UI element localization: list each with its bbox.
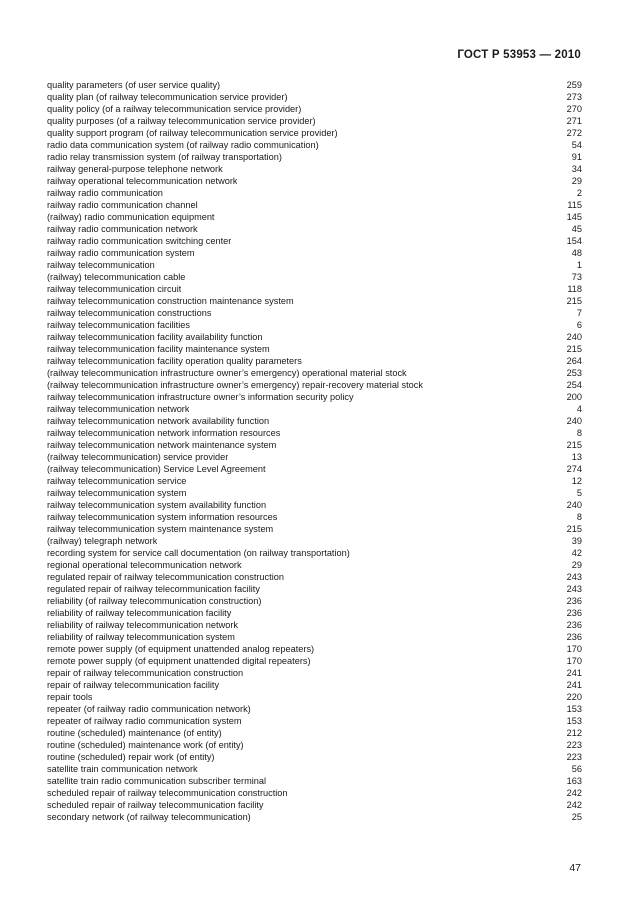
index-entry: [47, 247, 582, 259]
index-entry: [47, 763, 582, 775]
index-page-ref: 273: [566, 92, 582, 102]
index-entry: [47, 331, 582, 343]
index-page-ref: 54: [571, 140, 582, 150]
index-entry: [47, 655, 582, 667]
index-page-ref: 212: [566, 728, 582, 738]
index-term: routine (scheduled) repair work (of entity): [47, 752, 215, 762]
index-term: satellite train radio communication subscriber terminal: [47, 776, 267, 786]
index-page-ref: 271: [566, 116, 582, 126]
index-entry: [47, 775, 582, 787]
index-entry: [47, 343, 582, 355]
index-term: quality parameters (of user service quality): [47, 80, 221, 90]
index-term: repair of railway telecommunication facility: [47, 680, 220, 690]
index-entry: [47, 811, 582, 823]
index-page-ref: 241: [566, 668, 582, 678]
index-entry: [47, 319, 582, 331]
index-page-ref: 236: [566, 620, 582, 630]
index-entry: [47, 523, 582, 535]
index-page-ref: 29: [571, 560, 582, 570]
index-page-ref: 42: [571, 548, 582, 558]
index-term: railway telecommunication facilities: [47, 320, 190, 330]
index-entry: [47, 499, 582, 511]
index-page-ref: 29: [571, 176, 582, 186]
index-term: railway telecommunication constructions: [47, 308, 212, 318]
index-term: repeater (of railway radio communication network): [47, 704, 251, 714]
index-entry: [47, 127, 582, 139]
index-term: remote power supply (of equipment unattended analog repeaters): [47, 644, 315, 654]
index-term: railway telecommunication facility maintenance system: [47, 344, 270, 354]
index-entry: [47, 79, 582, 91]
index-entry: [47, 667, 582, 679]
index-page-ref: 243: [566, 572, 582, 582]
index-page-ref: 39: [571, 536, 582, 546]
index-entry: [47, 295, 582, 307]
index-page-ref: 236: [566, 632, 582, 642]
index-page-ref: 6: [576, 320, 582, 330]
index-page-ref: 56: [571, 764, 582, 774]
index-page-ref: 236: [566, 596, 582, 606]
index-page-ref: 2: [576, 188, 582, 198]
index-entry: [47, 367, 582, 379]
index-page-ref: 8: [576, 512, 582, 522]
index-entry: [47, 547, 582, 559]
index-entry: [47, 115, 582, 127]
index-page-ref: 7: [576, 308, 582, 318]
index-page-ref: 48: [571, 248, 582, 258]
index-term: railway telecommunication network: [47, 404, 190, 414]
index-page-ref: 1: [576, 260, 582, 270]
index-entry: [47, 427, 582, 439]
index-term: (railway telecommunication) service provider: [47, 452, 229, 462]
index-page-ref: 12: [571, 476, 582, 486]
index-term: repair tools: [47, 692, 93, 702]
index-entry: [47, 559, 582, 571]
index-entry: [47, 451, 582, 463]
index-term: radio data communication system (of railway radio communication): [47, 140, 319, 150]
index-page-ref: 73: [571, 272, 582, 282]
index-entry: [47, 799, 582, 811]
index-entry: [47, 439, 582, 451]
index-entry: [47, 403, 582, 415]
index-page-ref: 264: [566, 356, 582, 366]
index-page-ref: 91: [571, 152, 582, 162]
index-page-ref: 215: [566, 524, 582, 534]
index-entry: [47, 643, 582, 655]
index-term: railway operational telecommunication network: [47, 176, 238, 186]
index-page-ref: 242: [566, 788, 582, 798]
index-page-ref: 215: [566, 296, 582, 306]
index-term: railway telecommunication facility availability function: [47, 332, 263, 342]
index-term: railway telecommunication system availability function: [47, 500, 267, 510]
index-entry: [47, 199, 582, 211]
index-page-ref: 45: [571, 224, 582, 234]
index-list: [47, 79, 582, 823]
index-entry: [47, 607, 582, 619]
index-term: railway radio communication channel: [47, 200, 198, 210]
index-page-ref: 259: [566, 80, 582, 90]
index-term: railway radio communication: [47, 188, 163, 198]
index-page-ref: 5: [576, 488, 582, 498]
index-term: quality purposes (of a railway telecommunication service provider): [47, 116, 316, 126]
index-term: (railway) telegraph network: [47, 536, 158, 546]
index-entry: [47, 595, 582, 607]
index-term: reliability of railway telecommunication system: [47, 632, 235, 642]
index-term: railway telecommunication network availability function: [47, 416, 270, 426]
index-page-ref: 118: [567, 284, 582, 294]
index-entry: [47, 391, 582, 403]
index-term: railway telecommunication circuit: [47, 284, 182, 294]
index-term: reliability of railway telecommunication facility: [47, 608, 232, 618]
index-page-ref: 241: [566, 680, 582, 690]
page-number: 47: [569, 862, 581, 874]
index-term: railway telecommunication system information resources: [47, 512, 278, 522]
index-term: regulated repair of railway telecommunication construction: [47, 572, 284, 582]
index-term: repeater of railway radio communication system: [47, 716, 242, 726]
index-entry: [47, 691, 582, 703]
index-entry: [47, 703, 582, 715]
index-page-ref: 145: [566, 212, 582, 222]
index-page-ref: 170: [566, 644, 582, 654]
index-page-ref: 170: [566, 656, 582, 666]
index-page-ref: 153: [566, 704, 582, 714]
index-entry: [47, 487, 582, 499]
index-entry: [47, 631, 582, 643]
index-term: railway radio communication network: [47, 224, 198, 234]
index-page-ref: 115: [567, 200, 582, 210]
index-page-ref: 153: [566, 716, 582, 726]
index-entry: [47, 187, 582, 199]
index-term: (railway telecommunication infrastructure owner’s emergency) operational material stock: [47, 368, 407, 378]
index-entry: [47, 511, 582, 523]
index-page-ref: 200: [566, 392, 582, 402]
index-page-ref: 163: [566, 776, 582, 786]
index-term: railway telecommunication system: [47, 488, 187, 498]
index-entry: [47, 535, 582, 547]
index-entry: [47, 715, 582, 727]
index-page-ref: 223: [566, 752, 582, 762]
index-entry: [47, 463, 582, 475]
index-entry: [47, 739, 582, 751]
index-page-ref: 223: [566, 740, 582, 750]
index-term: quality support program (of railway telecommunication service provider): [47, 128, 338, 138]
index-entry: [47, 307, 582, 319]
index-term: railway general-purpose telephone network: [47, 164, 223, 174]
index-page-ref: 34: [571, 164, 582, 174]
index-page-ref: 154: [566, 236, 582, 246]
index-term: repair of railway telecommunication construction: [47, 668, 244, 678]
index-entry: [47, 787, 582, 799]
document-header: ГОСТ Р 53953 — 2010: [457, 49, 581, 61]
index-term: scheduled repair of railway telecommunication facility: [47, 800, 264, 810]
index-entry: [47, 223, 582, 235]
index-entry: [47, 475, 582, 487]
index-page-ref: 236: [566, 608, 582, 618]
index-term: railway telecommunication facility operation quality parameters: [47, 356, 302, 366]
index-term: satellite train communication network: [47, 764, 198, 774]
index-entry: [47, 727, 582, 739]
index-entry: [47, 355, 582, 367]
index-page-ref: 215: [566, 440, 582, 450]
index-term: recording system for service call documentation (on railway transportation): [47, 548, 350, 558]
index-page-ref: 220: [566, 692, 582, 702]
index-term: scheduled repair of railway telecommunication construction: [47, 788, 288, 798]
index-entry: [47, 151, 582, 163]
index-entry: [47, 235, 582, 247]
index-term: regional operational telecommunication network: [47, 560, 242, 570]
index-term: reliability of railway telecommunication network: [47, 620, 238, 630]
index-entry: [47, 619, 582, 631]
index-term: routine (scheduled) maintenance (of entity): [47, 728, 222, 738]
index-term: (railway) radio communication equipment: [47, 212, 215, 222]
index-page-ref: 215: [566, 344, 582, 354]
index-page-ref: 242: [566, 800, 582, 810]
index-entry: [47, 271, 582, 283]
index-page-ref: 254: [566, 380, 582, 390]
index-term: (railway telecommunication infrastructure owner’s emergency) repair-recovery material stock: [47, 380, 423, 390]
index-term: railway radio communication system: [47, 248, 195, 258]
index-page-ref: 4: [576, 404, 582, 414]
index-term: remote power supply (of equipment unattended digital repeaters): [47, 656, 311, 666]
index-entry: [47, 379, 582, 391]
index-term: (railway telecommunication) Service Level Agreement: [47, 464, 266, 474]
index-term: railway telecommunication network maintenance system: [47, 440, 277, 450]
index-term: railway telecommunication infrastructure owner’s information security policy: [47, 392, 354, 402]
index-entry: [47, 751, 582, 763]
index-entry: [47, 571, 582, 583]
index-entry: [47, 163, 582, 175]
index-page-ref: 253: [566, 368, 582, 378]
index-entry: [47, 259, 582, 271]
index-term: quality policy (of a railway telecommunication service provider): [47, 104, 302, 114]
index-term: (railway) telecommunication cable: [47, 272, 186, 282]
index-page-ref: 243: [566, 584, 582, 594]
index-page-ref: 272: [566, 128, 582, 138]
index-page-ref: 240: [566, 332, 582, 342]
index-page-ref: 13: [571, 452, 582, 462]
index-page-ref: 240: [566, 500, 582, 510]
index-term: secondary network (of railway telecommunication): [47, 812, 251, 822]
index-entry: [47, 91, 582, 103]
index-entry: [47, 679, 582, 691]
index-term: railway telecommunication network information resources: [47, 428, 281, 438]
index-entry: [47, 283, 582, 295]
index-term: regulated repair of railway telecommunication facility: [47, 584, 260, 594]
index-entry: [47, 415, 582, 427]
index-term: railway telecommunication system maintenance system: [47, 524, 274, 534]
index-entry: [47, 175, 582, 187]
index-entry: [47, 211, 582, 223]
index-term: railway radio communication switching center: [47, 236, 232, 246]
index-term: railway telecommunication service: [47, 476, 187, 486]
index-entry: [47, 139, 582, 151]
index-term: railway telecommunication: [47, 260, 155, 270]
index-term: radio relay transmission system (of railway transportation): [47, 152, 282, 162]
index-page-ref: 270: [566, 104, 582, 114]
index-page-ref: 25: [571, 812, 582, 822]
index-term: routine (scheduled) maintenance work (of entity): [47, 740, 244, 750]
index-page-ref: 8: [576, 428, 582, 438]
index-page-ref: 240: [566, 416, 582, 426]
index-entry: [47, 103, 582, 115]
index-term: reliability (of railway telecommunication construction): [47, 596, 262, 606]
index-term: quality plan (of railway telecommunication service provider): [47, 92, 288, 102]
index-entry: [47, 583, 582, 595]
index-page-ref: 274: [566, 464, 582, 474]
index-term: railway telecommunication construction maintenance system: [47, 296, 294, 306]
